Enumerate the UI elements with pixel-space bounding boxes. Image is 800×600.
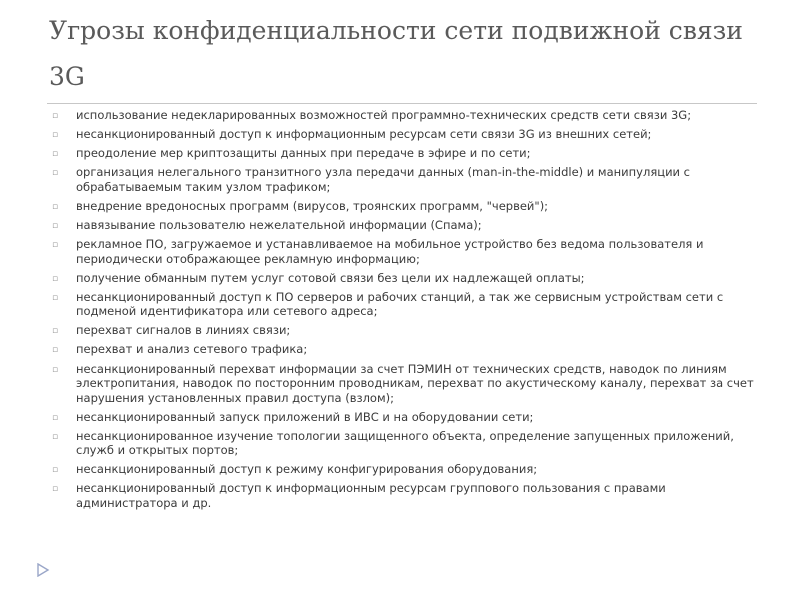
bullet-marker-icon: ▫ — [52, 364, 59, 375]
bullet-marker-icon: ▫ — [52, 465, 59, 476]
bullet-marker-icon: ▫ — [52, 201, 59, 212]
bullet-marker-icon: ▫ — [52, 326, 59, 337]
bullet-item — [50, 146, 760, 161]
bullet-text: организация нелегального транзитного узла передачи данных (man-in-the-middle) и манипуляции с обрабатываемым таким узлом трафиком; — [76, 165, 690, 194]
bullet-item — [50, 323, 760, 338]
bullet-item — [50, 362, 760, 406]
bullet-list — [50, 108, 760, 515]
bullet-item — [50, 108, 760, 123]
bullet-item — [50, 410, 760, 425]
bullet-marker-icon: ▫ — [52, 412, 59, 423]
title-divider — [47, 103, 757, 104]
bullet-text: несанкционированный доступ к ПО серверов и рабочих станций, а так же сервисным устройствам сети с подменой идентификатора или сетевого адреса; — [76, 289, 724, 319]
bullet-marker-icon: ▫ — [52, 292, 59, 303]
bullet-text: преодоление мер криптозащиты данных при передаче в эфире и по сети; — [76, 146, 531, 161]
slide-nav-triangle-icon[interactable] — [36, 562, 50, 576]
bullet-text: рекламное ПО, загружаемое и устанавливаемое на мобильное устройство без ведома пользователя и периодически отображающее рекламную информацию; — [76, 237, 704, 266]
bullet-item — [50, 199, 760, 214]
bullet-marker-icon: ▫ — [52, 149, 59, 160]
bullet-item — [50, 462, 760, 477]
bullet-text: использование недекларированных возможностей программно-технических средств сети связи 3G; — [76, 108, 692, 122]
bullet-marker-icon: ▫ — [52, 220, 59, 231]
bullet-marker-icon: ▫ — [52, 240, 59, 251]
bullet-text: перехват сигналов в линиях связи; — [76, 323, 291, 338]
bullet-text: несанкционированный доступ к информационным ресурсам сети связи 3G из внешних сетей; — [76, 127, 652, 142]
bullet-text: получение обманным путем услуг сотовой связи без цели их надлежащей оплаты; — [76, 270, 585, 285]
bullet-text: внедрение вредоносных программ (вирусов, троянских программ, "червей"); — [76, 198, 549, 213]
bullet-text: несанкционированный доступ к режиму конфигурирования оборудования; — [76, 462, 538, 477]
bullet-marker-icon: ▫ — [52, 130, 59, 141]
bullet-item — [50, 429, 760, 458]
bullet-item — [50, 127, 760, 142]
bullet-item — [50, 165, 760, 194]
bullet-text: несанкционированный запуск приложений в ИВС и на оборудовании сети; — [76, 409, 534, 424]
bullet-item — [50, 342, 760, 357]
bullet-item — [50, 290, 760, 319]
bullet-marker-icon: ▫ — [52, 345, 59, 356]
slide-title: Угрозы конфиденциальности сети подвижной связи 3G — [49, 16, 743, 91]
bullet-item — [50, 218, 760, 233]
bullet-item — [50, 271, 760, 286]
bullet-marker-icon: ▫ — [52, 273, 59, 284]
bullet-text: несанкционированное изучение топологии защищенного объекта, определение запущенных приложений, служб и открытых портов; — [76, 428, 734, 458]
bullet-item — [50, 237, 760, 266]
bullet-text: перехват и анализ сетевого трафика; — [76, 342, 308, 357]
bullet-item — [50, 481, 760, 510]
bullet-text: несанкционированный доступ к информационным ресурсам группового пользования с правами администратора и др. — [76, 481, 666, 510]
bullet-text: несанкционированный перехват информации за счет ПЭМИН от технических средств, наводок по линиям электропитания, наводок по посторонним проводникам, перехват по акустическому каналу, перехват за счет нарушения установленных правил доступа (взлом); — [76, 361, 754, 405]
bullet-marker-icon: ▫ — [52, 168, 59, 179]
bullet-marker-icon: ▫ — [52, 431, 59, 442]
bullet-marker-icon: ▫ — [52, 484, 59, 495]
bullet-text: навязывание пользователю нежелательной информации (Спама); — [76, 217, 482, 232]
bullet-marker-icon: ▫ — [52, 111, 59, 121]
